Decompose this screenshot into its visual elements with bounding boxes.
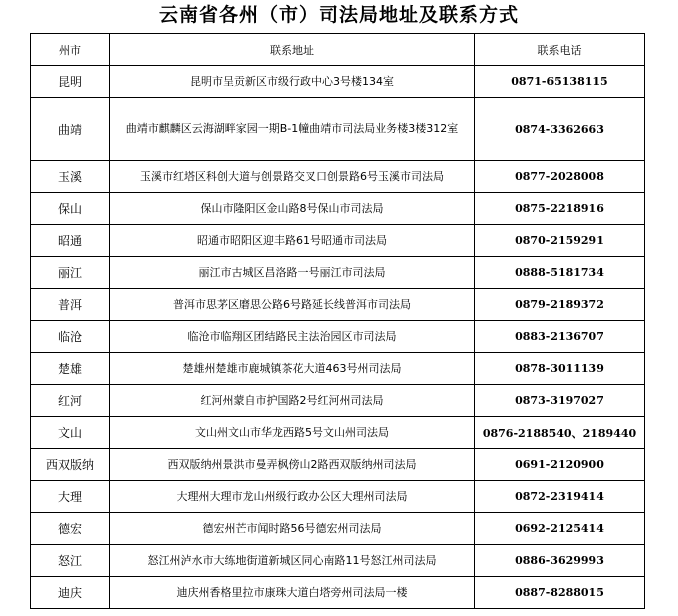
city-cell: 曲靖: [31, 98, 110, 161]
city-cell: 丽江: [31, 257, 110, 289]
phone-cell: 0870-2159291: [475, 225, 645, 257]
phone-cell: 0871-65138115: [475, 66, 645, 98]
phone-cell: 0874-3362663: [475, 98, 645, 161]
city-cell: 楚雄: [31, 353, 110, 385]
phone-cell: 0691-2120900: [475, 449, 645, 481]
table-row: [31, 289, 645, 321]
city-cell: 临沧: [31, 321, 110, 353]
address-cell: 保山市隆阳区金山路8号保山市司法局: [110, 193, 475, 225]
city-cell: 昆明: [31, 66, 110, 98]
phone-cell: 0886-3629993: [475, 545, 645, 577]
phone-cell: 0876-2188540、2189440: [475, 417, 645, 449]
city-cell: 大理: [31, 481, 110, 513]
address-cell: 西双版纳州景洪市曼弄枫傍山2路西双版纳州司法局: [110, 449, 475, 481]
table-row: [31, 321, 645, 353]
phone-cell: 0877-2028008: [475, 161, 645, 193]
city-cell: 玉溪: [31, 161, 110, 193]
city-cell: 普洱: [31, 289, 110, 321]
table-row: [31, 385, 645, 417]
address-cell: 红河州蒙自市护国路2号红河州司法局: [110, 385, 475, 417]
address-cell: 昆明市呈贡新区市级行政中心3号楼134室: [110, 66, 475, 98]
address-cell: 普洱市思茅区磨思公路6号路延长线普洱市司法局: [110, 289, 475, 321]
table-row: [31, 225, 645, 257]
address-cell: 昭通市昭阳区迎丰路61号昭通市司法局: [110, 225, 475, 257]
address-cell: 丽江市古城区昌洛路一号丽江市司法局: [110, 257, 475, 289]
city-cell: 德宏: [31, 513, 110, 545]
table-row: [31, 66, 645, 98]
table-row: [31, 545, 645, 577]
address-cell: 德宏州芒市闻时路56号德宏州司法局: [110, 513, 475, 545]
phone-cell: 0875-2218916: [475, 193, 645, 225]
table-row: [31, 481, 645, 513]
address-cell: 怒江州泸水市大练地街道新城区同心南路11号怒江州司法局: [110, 545, 475, 577]
address-cell: 文山州文山市华龙西路5号文山州司法局: [110, 417, 475, 449]
column-header-city: 州市: [31, 34, 110, 66]
phone-cell: 0883-2136707: [475, 321, 645, 353]
city-cell: 西双版纳: [31, 449, 110, 481]
column-header-address: 联系地址: [110, 34, 475, 66]
address-cell: 楚雄州楚雄市鹿城镇茶花大道463号州司法局: [110, 353, 475, 385]
phone-cell: 0878-3011139: [475, 353, 645, 385]
city-cell: 保山: [31, 193, 110, 225]
table-row: [31, 577, 645, 609]
city-cell: 红河: [31, 385, 110, 417]
city-cell: 迪庆: [31, 577, 110, 609]
address-cell: 临沧市临翔区团结路民主法治园区市司法局: [110, 321, 475, 353]
city-cell: 文山: [31, 417, 110, 449]
table-row: [31, 161, 645, 193]
address-cell: 曲靖市麒麟区云海湖畔家园一期B-1幢曲靖市司法局业务楼3楼312室: [110, 98, 475, 161]
phone-cell: 0888-5181734: [475, 257, 645, 289]
column-header-phone: 联系电话: [475, 34, 645, 66]
city-cell: 怒江: [31, 545, 110, 577]
phone-cell: 0692-2125414: [475, 513, 645, 545]
table-row: [31, 449, 645, 481]
address-cell: 大理州大理市龙山州级行政办公区大理州司法局: [110, 481, 475, 513]
table-row: [31, 193, 645, 225]
address-cell: 玉溪市红塔区科创大道与创景路交叉口创景路6号玉溪市司法局: [110, 161, 475, 193]
table-row: [31, 257, 645, 289]
table-row: [31, 417, 645, 449]
page-title: 云南省各州（市）司法局地址及联系方式: [158, 4, 519, 26]
table-row: [31, 98, 645, 161]
table-row: [31, 353, 645, 385]
phone-cell: 0879-2189372: [475, 289, 645, 321]
city-cell: 昭通: [31, 225, 110, 257]
address-cell: 迪庆州香格里拉市康珠大道白塔旁州司法局一楼: [110, 577, 475, 609]
phone-cell: 0887-8288015: [475, 577, 645, 609]
table-header-row: [31, 34, 645, 66]
phone-cell: 0873-3197027: [475, 385, 645, 417]
table-row: [31, 513, 645, 545]
phone-cell: 0872-2319414: [475, 481, 645, 513]
contact-table: [30, 33, 645, 609]
